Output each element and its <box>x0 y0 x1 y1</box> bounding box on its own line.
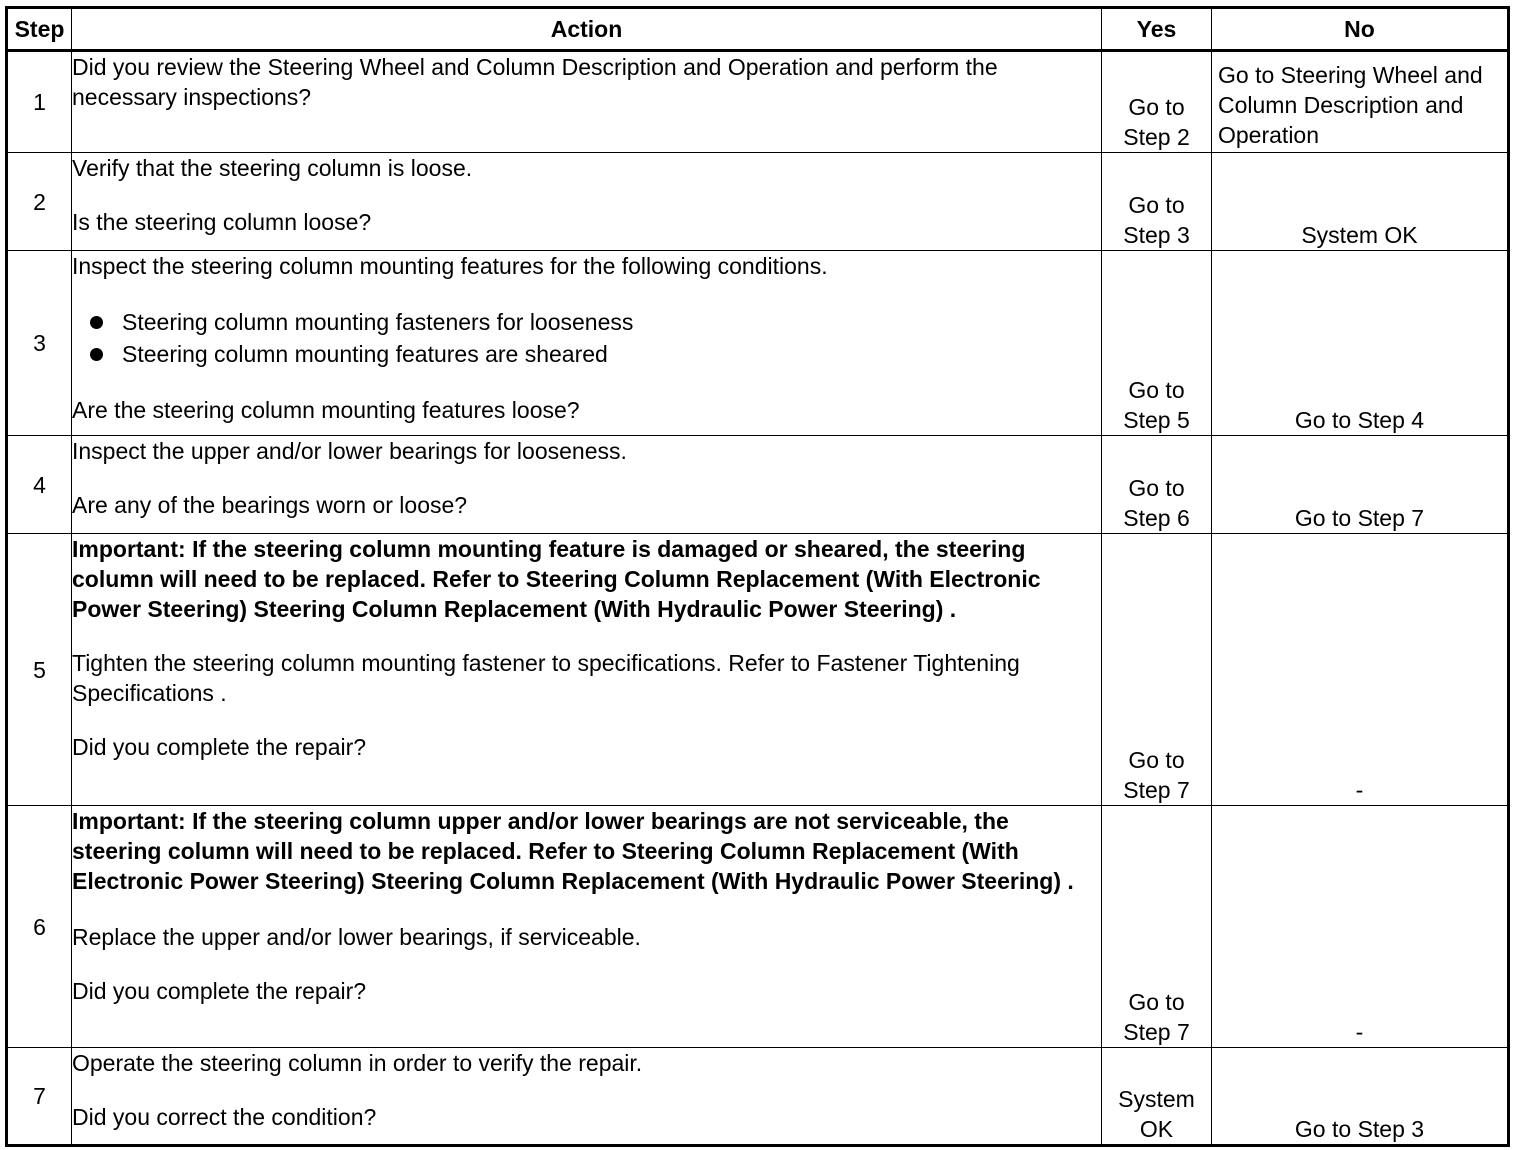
action-cell <box>72 436 1102 534</box>
no-cell: Go to Step 7 <box>1212 436 1509 534</box>
action-question: Are any of the bearings worn or loose? <box>72 492 468 518</box>
action-cell <box>72 251 1102 436</box>
header-action: Action <box>72 8 1102 51</box>
table-row <box>7 51 1509 153</box>
action-text: Verify that the steering column is loose. <box>72 155 473 181</box>
important-note: Important: If the steering column mounting feature is damaged or sheared, the steering column will need to be replaced. Refer to Steering Column Replacement (With Electronic Power Steering) Steering Column Replacement (With Hydraulic Power Steering) . <box>72 536 1041 622</box>
step-number: 3 <box>7 251 72 436</box>
header-row <box>7 8 1509 51</box>
header-no: No <box>1212 8 1509 51</box>
list-item <box>90 307 1101 337</box>
no-cell: Go to Step 4 <box>1212 251 1509 436</box>
bullet-icon <box>90 316 103 329</box>
table-row <box>7 153 1509 251</box>
no-cell: - <box>1212 534 1509 806</box>
table-row <box>7 251 1509 436</box>
table-row <box>7 806 1509 1048</box>
table-row <box>7 534 1509 806</box>
step-number: 5 <box>7 534 72 806</box>
action-question: Did you correct the condition? <box>72 1104 377 1130</box>
table-row <box>7 1048 1509 1146</box>
step-number: 6 <box>7 806 72 1048</box>
action-cell <box>72 51 1102 153</box>
condition-list <box>72 307 1101 369</box>
action-question: Did you complete the repair? <box>72 978 367 1004</box>
action-text: Tighten the steering column mounting fastener to specifications. Refer to Fastener Tightening Specifications . <box>72 650 1020 706</box>
diagnostic-table <box>5 6 1510 1147</box>
yes-cell: Go to Step 7 <box>1102 806 1212 1048</box>
yes-cell: Go to Step 7 <box>1102 534 1212 806</box>
action-text: Replace the upper and/or lower bearings, if serviceable. <box>72 924 641 950</box>
yes-cell: System OK <box>1102 1048 1212 1146</box>
list-item-text: Steering column mounting fasteners for looseness <box>122 309 634 335</box>
action-cell <box>72 534 1102 806</box>
action-text: Inspect the steering column mounting features for the following conditions. <box>72 253 828 279</box>
no-cell: - <box>1212 806 1509 1048</box>
step-number: 4 <box>7 436 72 534</box>
action-cell <box>72 806 1102 1048</box>
step-number: 1 <box>7 51 72 153</box>
header-step: Step <box>7 8 72 51</box>
action-cell <box>72 153 1102 251</box>
action-question: Is the steering column loose? <box>72 209 372 235</box>
action-text: Did you review the Steering Wheel and Column Description and Operation and perform the necessary inspections? <box>72 54 998 110</box>
action-question: Are the steering column mounting features loose? <box>72 397 580 423</box>
action-cell <box>72 1048 1102 1146</box>
header-yes: Yes <box>1102 8 1212 51</box>
bullet-icon <box>90 348 103 361</box>
yes-cell: Go to Step 6 <box>1102 436 1212 534</box>
step-number: 2 <box>7 153 72 251</box>
no-cell: System OK <box>1212 153 1509 251</box>
yes-cell: Go to Step 3 <box>1102 153 1212 251</box>
yes-cell: Go to Step 2 <box>1102 51 1212 153</box>
no-cell: Go to Steering Wheel and Column Description and Operation <box>1212 51 1509 153</box>
list-item <box>90 339 1101 369</box>
action-text: Operate the steering column in order to verify the repair. <box>72 1050 643 1076</box>
step-number: 7 <box>7 1048 72 1146</box>
action-question: Did you complete the repair? <box>72 734 367 760</box>
list-item-text: Steering column mounting features are sheared <box>122 341 608 367</box>
no-cell: Go to Step 3 <box>1212 1048 1509 1146</box>
action-text: Inspect the upper and/or lower bearings for looseness. <box>72 438 627 464</box>
yes-cell: Go to Step 5 <box>1102 251 1212 436</box>
important-note: Important: If the steering column upper and/or lower bearings are not serviceable, the steering column will need to be replaced. Refer to Steering Column Replacement (With Electronic Power Steering) Steering Column Replacement (With Hydraulic Power Steering) . <box>72 808 1074 894</box>
table-row <box>7 436 1509 534</box>
